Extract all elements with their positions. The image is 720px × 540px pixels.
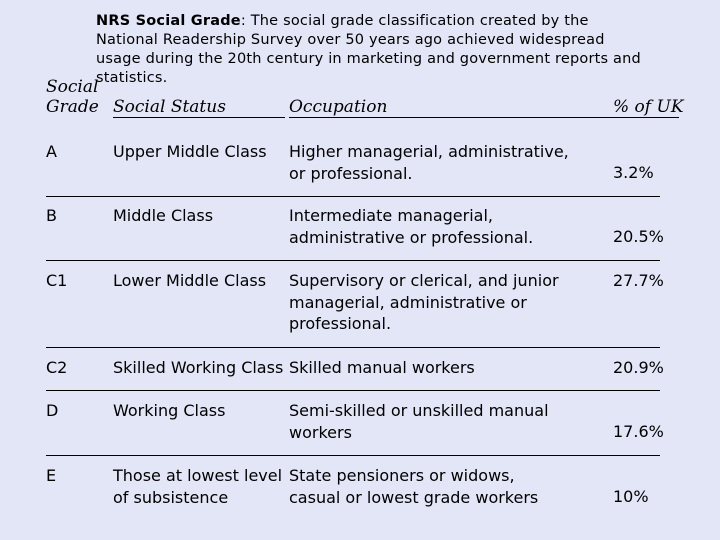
row-grade: A	[46, 142, 57, 161]
row-divider	[46, 260, 660, 261]
row-status: Skilled Working Class	[113, 358, 284, 377]
row-grade: C1	[46, 271, 68, 290]
intro-paragraph	[96, 12, 641, 88]
header-underline-percent	[613, 117, 679, 118]
row-percent: 20.9%	[613, 358, 664, 377]
header-grade-line2: Grade	[46, 97, 99, 117]
row-grade: D	[46, 401, 59, 420]
row-percent: 10%	[613, 487, 649, 506]
row-divider	[46, 455, 660, 456]
row-divider	[46, 390, 660, 391]
row-percent: 17.6%	[613, 422, 664, 441]
row-percent: 27.7%	[613, 271, 664, 290]
row-divider	[46, 196, 660, 197]
row-occupation: Skilled manual workers	[289, 358, 475, 377]
row-percent: 3.2%	[613, 163, 654, 182]
row-status: Working Class	[113, 401, 226, 420]
header-underline-status	[113, 117, 285, 118]
row-divider	[46, 347, 660, 348]
row-status: Lower Middle Class	[113, 271, 267, 290]
row-percent: 20.5%	[613, 227, 664, 246]
row-status: Those at lowest level of subsistence	[113, 466, 283, 507]
row-occupation: Supervisory or clerical, and junior managerial, administrative or professional.	[289, 271, 559, 333]
row-occupation: Higher managerial, administrative, or professional.	[289, 142, 569, 183]
intro-text: : The social grade classification created by the National Readership Survey over 50 years ago achieved widespread usage during the 20th century in marketing and government reports and statistics.	[96, 13, 641, 86]
header-grade	[46, 77, 99, 117]
row-grade: C2	[46, 358, 68, 377]
header-occupation: Occupation	[289, 97, 388, 117]
row-occupation: Intermediate managerial, administrative or professional.	[289, 206, 534, 247]
header-underline-occupation	[289, 117, 613, 118]
header-status: Social Status	[113, 97, 226, 117]
row-occupation: State pensioners or widows, casual or lowest grade workers	[289, 466, 539, 507]
row-occupation: Semi-skilled or unskilled manual workers	[289, 401, 549, 442]
row-status: Upper Middle Class	[113, 142, 267, 161]
row-status: Middle Class	[113, 206, 214, 225]
row-grade: E	[46, 466, 57, 485]
header-percent: % of UK	[613, 97, 684, 117]
row-grade: B	[46, 206, 57, 225]
header-grade-line1: Social	[46, 77, 99, 97]
intro-term: NRS Social Grade	[96, 13, 241, 29]
